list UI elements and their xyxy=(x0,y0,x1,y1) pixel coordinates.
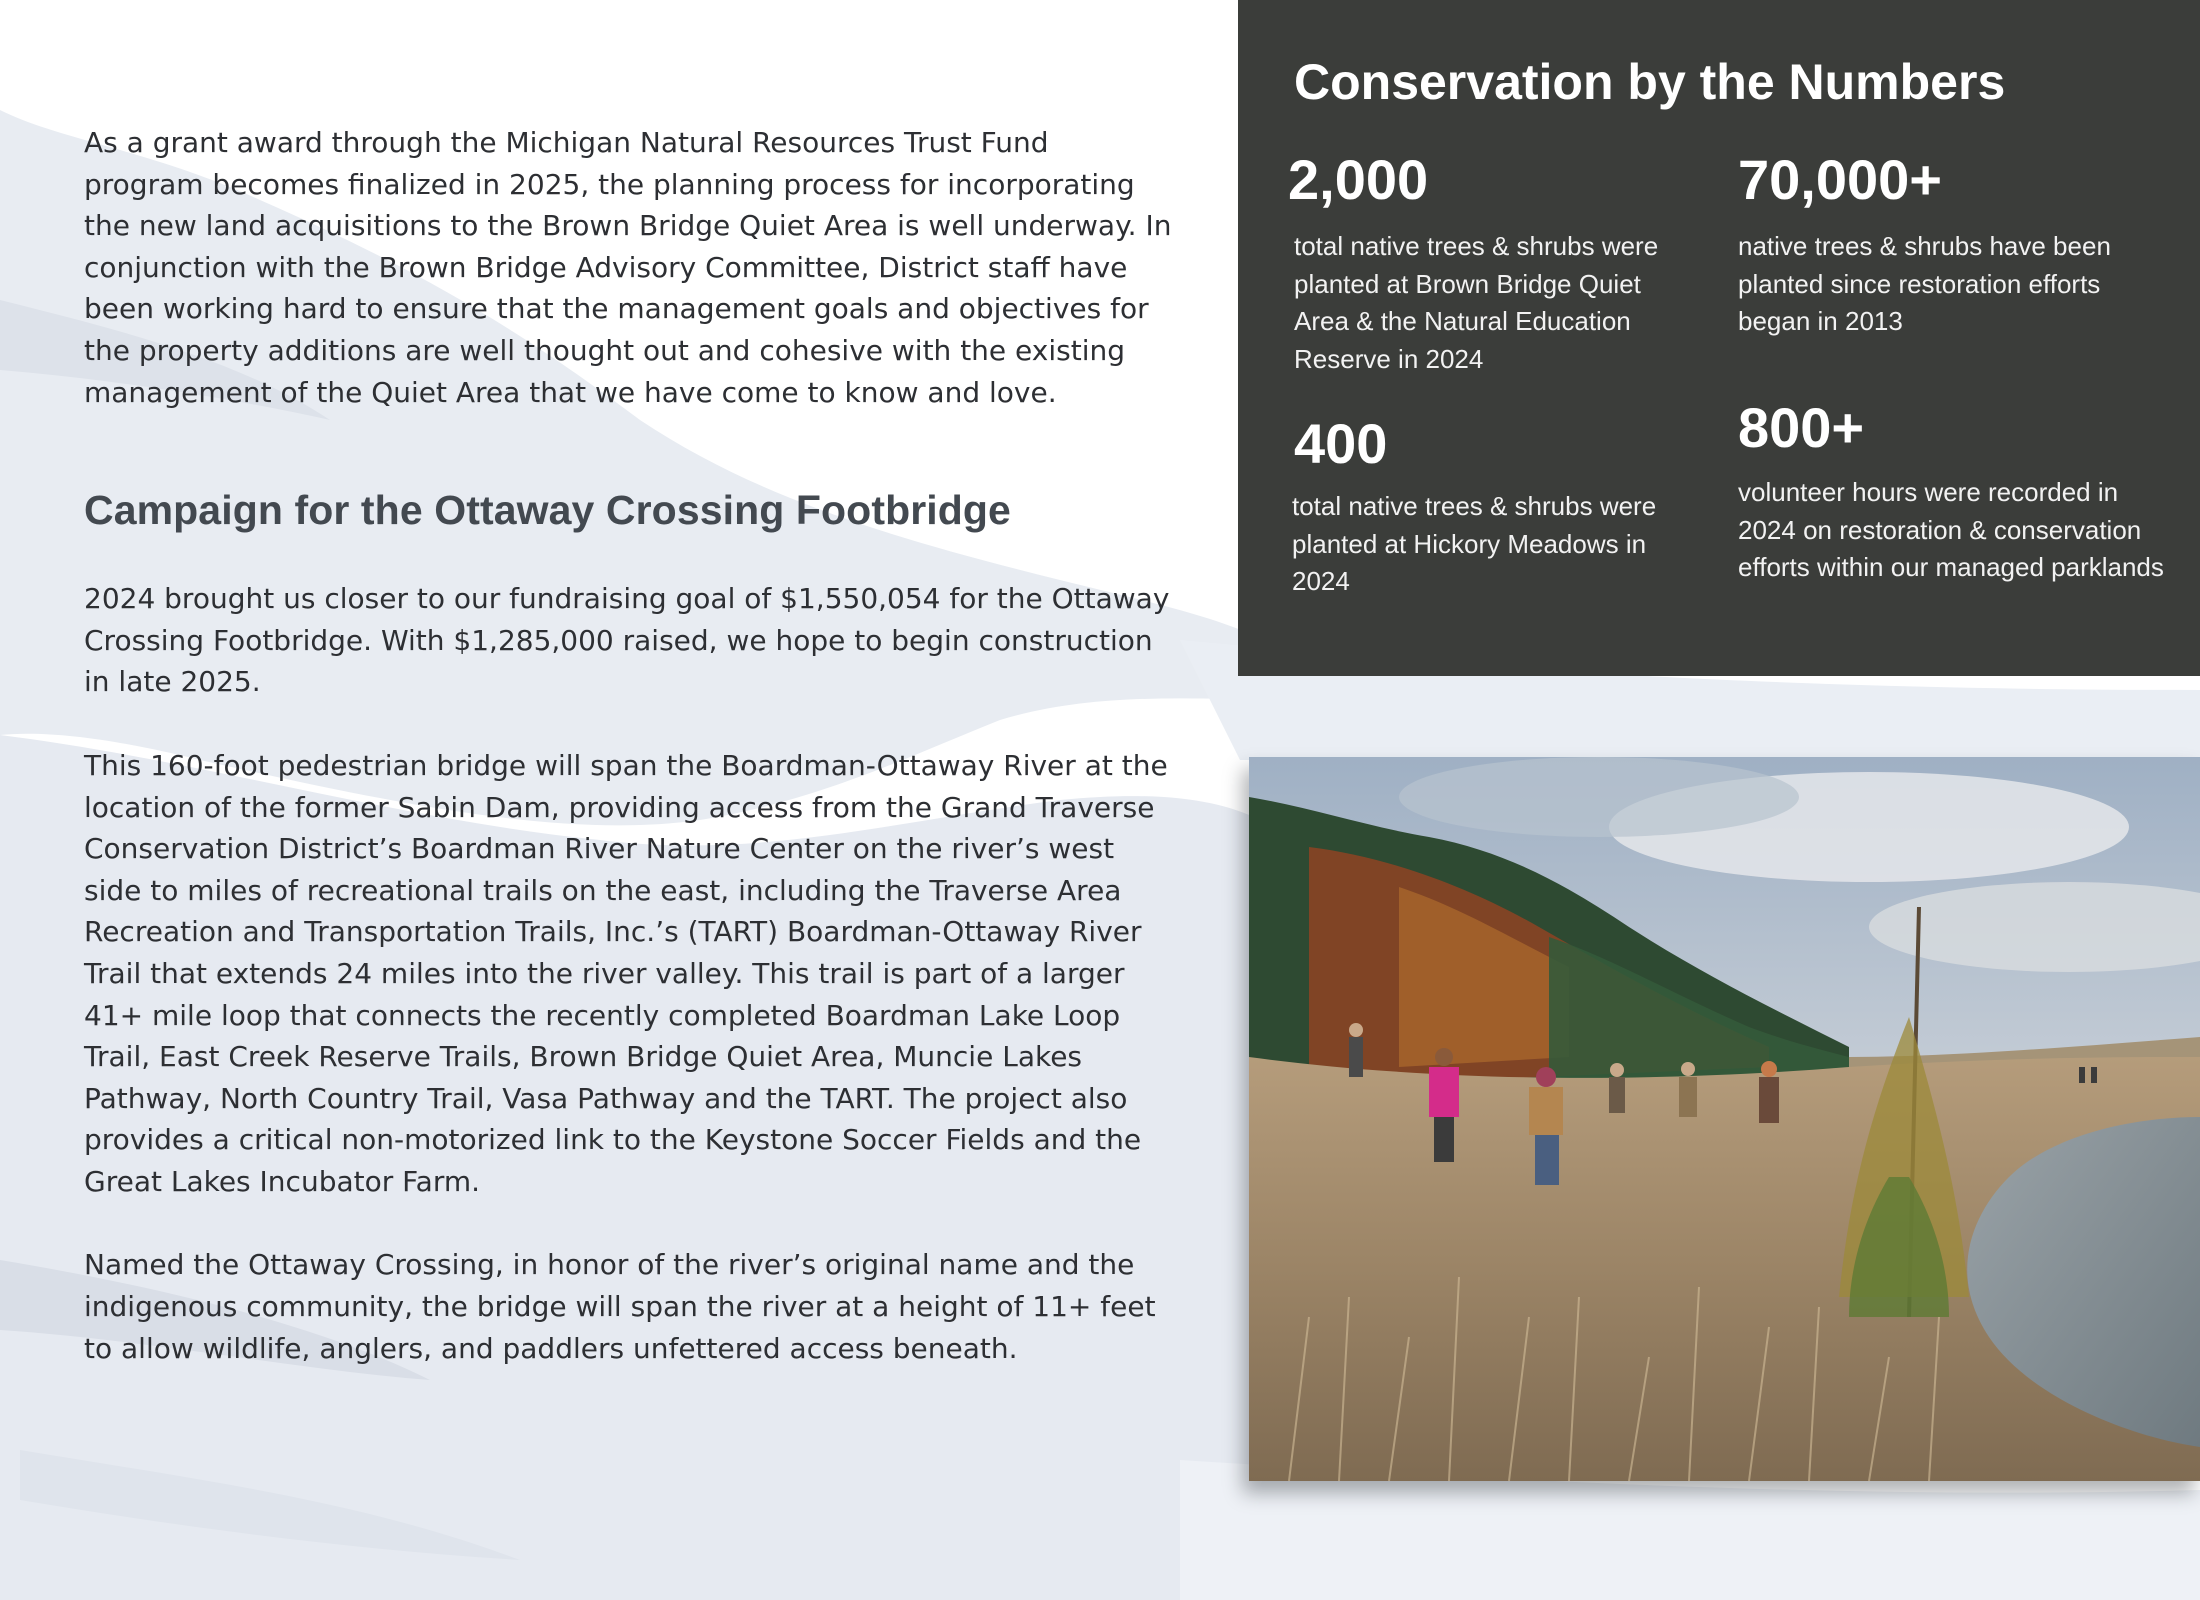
stat-trees-hickory-meadows xyxy=(1294,414,1694,601)
volunteer-planting-photo xyxy=(1249,757,2200,1481)
stat-description: native trees & shrubs have been planted since restoration efforts began in 2013 xyxy=(1738,231,2111,336)
stat-number: 2,000 xyxy=(1288,148,1429,211)
stat-trees-brown-bridge xyxy=(1288,150,1688,378)
stat-number: 800+ xyxy=(1738,396,1865,459)
stat-description: volunteer hours were recorded in 2024 on restoration & conservation efforts within our managed parklands xyxy=(1738,477,2164,582)
stat-description: total native trees & shrubs were planted at Brown Bridge Quiet Area & the Natural Education Reserve in 2024 xyxy=(1294,231,1659,374)
stat-number: 70,000+ xyxy=(1738,148,1942,211)
stats-panel-title: Conservation by the Numbers xyxy=(1294,54,2006,110)
naming-paragraph: Named the Ottaway Crossing, in honor of the river’s original name and the indigenous community, the bridge will span the river at a height of 11+ feet to allow wildlife, anglers, and paddlers unfettered access beneath. xyxy=(84,1248,1156,1365)
bridge-description-paragraph: This 160-foot pedestrian bridge will span the Boardman-Ottaway River at the location of the former Sabin Dam, providing access from the Grand Traverse Conservation District’s Boardman River Nature Center on the river’s west side to miles of recreational trails on the east, including the Traverse Area Recreation and Transportation Trails, Inc.’s (TART) Boardman-Ottaway River Trail that extends 24 miles into the river valley. This trail is part of a larger 41+ mile loop that connects the recently completed Boardman Lake Loop Trail, East Creek Reserve Trails, Brown Bridge Quiet Area, Muncie Lakes Pathway, North Country Trail, Vasa Pathway and the TART. The project also provides a critical non-motorized link to the Keystone Soccer Fields and the Great Lakes Incubator Farm. xyxy=(84,748,1168,1198)
stat-trees-since-2013 xyxy=(1738,150,2168,341)
photo-cloud xyxy=(1399,757,1799,837)
intro-paragraph: As a grant award through the Michigan Natural Resources Trust Fund program becomes finalized in 2025, the planning process for incorporating the new land acquisitions to the Brown Bridge Quiet Area is well underway. In conjunction with the Brown Bridge Advisory Committee, District staff have been working hard to ensure that the management goals and objectives for the property additions are well thought out and cohesive with the existing management of the Quiet Area that we have come to know and love. xyxy=(84,126,1172,409)
photo-illustration xyxy=(1249,757,2200,1481)
campaign-heading: Campaign for the Ottaway Crossing Footbridge xyxy=(84,487,1011,534)
stat-description: total native trees & shrubs were planted at Hickory Meadows in 2024 xyxy=(1292,491,1657,596)
main-content-column xyxy=(84,122,1174,1369)
fundraising-paragraph: 2024 brought us closer to our fundraising goal of $1,550,054 for the Ottaway Crossing Footbridge. With $1,285,000 raised, we hope to begin construction in late 2025. xyxy=(84,582,1170,699)
stat-volunteer-hours xyxy=(1738,398,2168,587)
conservation-stats-panel xyxy=(1238,0,2200,676)
stat-number: 400 xyxy=(1294,412,1388,475)
brush-stroke-bottom xyxy=(1180,1460,2200,1600)
